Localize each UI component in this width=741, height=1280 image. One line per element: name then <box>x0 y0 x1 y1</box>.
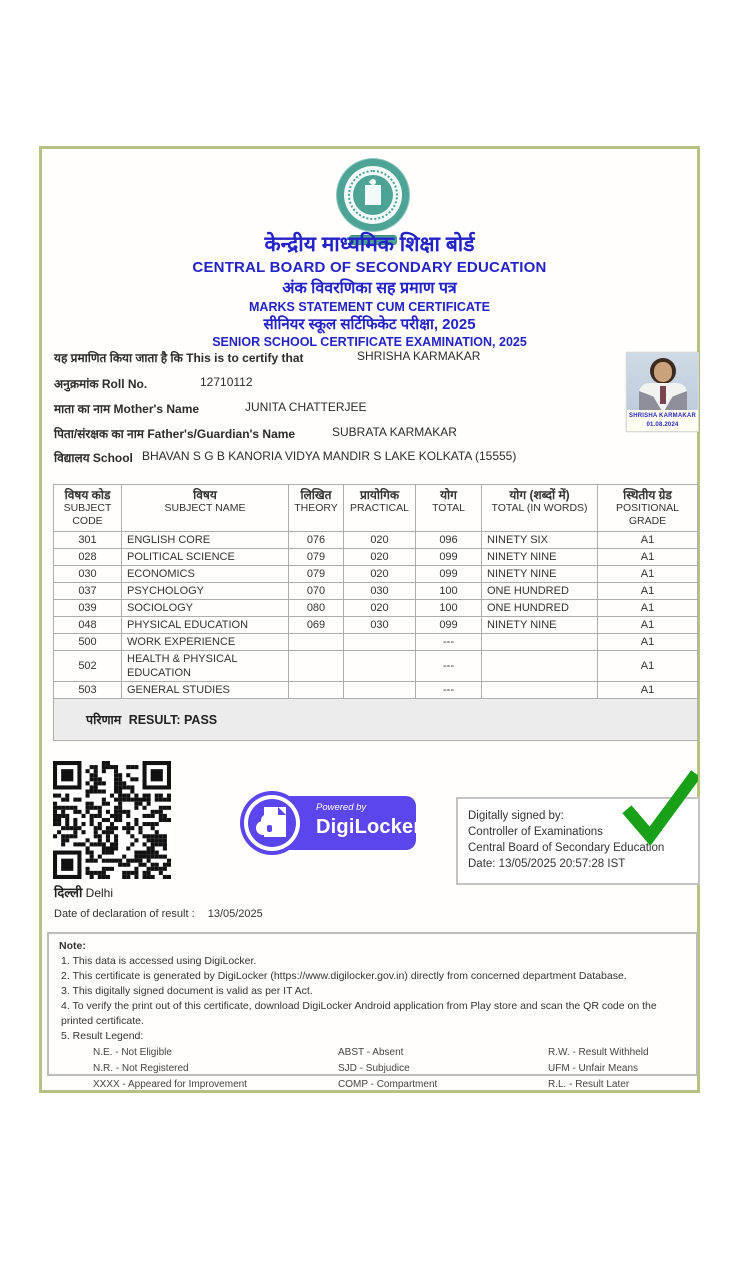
digital-signature-box <box>456 797 700 885</box>
cell-code: 030 <box>54 566 122 583</box>
cell-subject: SOCIOLOGY <box>122 600 289 617</box>
cell-total: --- <box>416 682 482 699</box>
cell-total: 100 <box>416 583 482 600</box>
legend-item: SJD - Subjudice <box>338 1063 410 1074</box>
verified-checkmark-icon <box>618 769 698 849</box>
cell-subject: HEALTH & PHYSICAL EDUCATION <box>122 651 289 682</box>
cell-theory <box>289 682 344 699</box>
cell-practical <box>344 651 416 682</box>
cell-theory: 076 <box>289 532 344 549</box>
place-line <box>54 883 113 901</box>
table-row <box>54 634 698 651</box>
cell-words: NINETY SIX <box>482 532 598 549</box>
note-item: 3. This digitally signed document is valid as per IT Act. <box>61 985 313 997</box>
cell-grade: A1 <box>598 634 698 651</box>
note-item: 1. This data is accessed using DigiLocker. <box>61 955 257 967</box>
cell-grade: A1 <box>598 532 698 549</box>
cell-total: 096 <box>416 532 482 549</box>
signer-title: Controller of Examinations <box>468 826 603 838</box>
mother-label-hindi: माता का नाम <box>54 402 111 416</box>
note-item: 5. Result Legend: <box>61 1030 144 1042</box>
cell-subject: GENERAL STUDIES <box>122 682 289 699</box>
cell-words: NINETY NINE <box>482 549 598 566</box>
student-photo <box>626 352 699 432</box>
cell-subject: POLITICAL SCIENCE <box>122 549 289 566</box>
student-photo-image <box>627 353 698 410</box>
note-title: Note: <box>59 940 86 952</box>
photo-caption <box>627 410 698 431</box>
certificate-header <box>42 233 697 351</box>
board-name-hindi: केन्द्रीय माध्यमिक शिक्षा बोर्ड <box>264 233 475 256</box>
table-row <box>54 600 698 617</box>
marks-table <box>53 484 698 741</box>
legend-item: ABST - Absent <box>338 1047 404 1058</box>
student-name: SHRISHA KARMAKAR <box>357 349 481 363</box>
signer-org: Central Board of Secondary Education <box>468 842 665 854</box>
cell-theory: 079 <box>289 566 344 583</box>
cell-total: --- <box>416 634 482 651</box>
signature-date: Date: 13/05/2025 20:57:28 IST <box>468 858 626 870</box>
cell-practical <box>344 682 416 699</box>
cell-words: NINETY NINE <box>482 617 598 634</box>
result-label-hindi: परिणाम <box>86 712 122 727</box>
col-practical: प्रायोगिक PRACTICAL <box>344 485 416 532</box>
cell-code: 048 <box>54 617 122 634</box>
note-item: 2. This certificate is generated by DigiLocker (https://www.digilocker.gov.in) directly from concerned department Database. <box>61 970 627 982</box>
place-english: Delhi <box>85 886 114 900</box>
certificate-body <box>39 146 700 1093</box>
roll-label-hindi: अनुक्रमांक <box>54 377 99 391</box>
table-row <box>54 651 698 682</box>
mother-label-english: Mother's Name <box>113 402 200 416</box>
cell-theory <box>289 634 344 651</box>
legend-item: N.R. - Not Registered <box>93 1063 189 1074</box>
legend-item: R.L. - Result Later <box>548 1079 630 1090</box>
doc-title-english: MARKS STATEMENT CUM CERTIFICATE <box>249 300 490 314</box>
cell-subject: ECONOMICS <box>122 566 289 583</box>
cell-grade: A1 <box>598 617 698 634</box>
certify-label-hindi: यह प्रमाणित किया जाता है कि <box>54 351 183 365</box>
place-hindi: दिल्ली <box>54 885 83 900</box>
result-label-english: RESULT: PASS <box>128 712 218 727</box>
cell-subject: PHYSICAL EDUCATION <box>122 617 289 634</box>
table-row <box>54 583 698 600</box>
legend-item: COMP - Compartment <box>338 1079 438 1090</box>
photo-caption-name: SHRISHA KARMAKAR <box>629 413 696 419</box>
mother-name: JUNITA CHATTERJEE <box>245 400 367 414</box>
cell-total: --- <box>416 651 482 682</box>
cell-code: 500 <box>54 634 122 651</box>
cell-total: 099 <box>416 549 482 566</box>
signed-by-label: Digitally signed by: <box>468 810 564 822</box>
table-row <box>54 617 698 634</box>
legend-item: UFM - Unfair Means <box>548 1063 639 1074</box>
cell-code: 502 <box>54 651 122 682</box>
col-subject-code: विषय कोड SUBJECT CODE <box>54 485 122 532</box>
col-theory: लिखित THEORY <box>289 485 344 532</box>
cell-subject: WORK EXPERIENCE <box>122 634 289 651</box>
cell-subject: ENGLISH CORE <box>122 532 289 549</box>
cell-practical: 020 <box>344 566 416 583</box>
cell-words <box>482 651 598 682</box>
cell-practical: 030 <box>344 617 416 634</box>
cell-words <box>482 682 598 699</box>
cell-words: NINETY NINE <box>482 566 598 583</box>
col-subject-name: विषय SUBJECT NAME <box>122 485 289 532</box>
exam-title-hindi: सीनियर स्कूल सर्टिफिकेट परीक्षा, 2025 <box>263 316 476 333</box>
certify-row <box>54 349 689 369</box>
legend-item: R.W. - Result Withheld <box>548 1047 649 1058</box>
cell-subject: PSYCHOLOGY <box>122 583 289 600</box>
col-total: योग TOTAL <box>416 485 482 532</box>
exam-title-english: SENIOR SCHOOL CERTIFICATE EXAMINATION, 2025 <box>212 335 527 349</box>
declaration-date: 13/05/2025 <box>207 908 263 920</box>
cell-total: 100 <box>416 600 482 617</box>
cell-practical: 020 <box>344 532 416 549</box>
table-row <box>54 566 698 583</box>
result-legend <box>93 1045 686 1093</box>
cell-code: 039 <box>54 600 122 617</box>
powered-by-label: Powered by <box>316 802 367 813</box>
board-name-english: CENTRAL BOARD OF SECONDARY EDUCATION <box>192 259 547 276</box>
result-text <box>54 699 698 741</box>
mother-row <box>54 400 689 420</box>
school-label-hindi: विद्यालय <box>54 451 90 465</box>
declaration-line <box>54 908 263 920</box>
cell-words: ONE HUNDRED <box>482 600 598 617</box>
cell-theory: 070 <box>289 583 344 600</box>
result-row <box>54 699 698 741</box>
school-label-english: School <box>92 451 133 465</box>
declaration-label: Date of declaration of result : <box>54 908 195 920</box>
father-label-english: Father's/Guardian's Name <box>147 427 296 441</box>
col-positional-grade: स्थितीय ग्रेड POSITIONAL GRADE <box>598 485 698 532</box>
school-row <box>54 449 689 469</box>
marks-table-header-row <box>54 485 698 532</box>
table-row <box>54 532 698 549</box>
cell-grade: A1 <box>598 600 698 617</box>
photo-caption-date: 01.08.2024 <box>646 422 679 428</box>
cell-grade: A1 <box>598 682 698 699</box>
roll-label-english: Roll No. <box>101 377 148 391</box>
table-row <box>54 682 698 699</box>
cell-code: 037 <box>54 583 122 600</box>
doc-title-hindi: अंक विवरणिका सह प्रमाण पत्र <box>282 280 457 297</box>
cell-words: ONE HUNDRED <box>482 583 598 600</box>
certify-label-english: This is to certify that <box>186 351 304 365</box>
father-row <box>54 425 689 445</box>
cell-theory <box>289 651 344 682</box>
cell-theory: 080 <box>289 600 344 617</box>
cell-grade: A1 <box>598 549 698 566</box>
col-total-words: योग (शब्दों में) TOTAL (IN WORDS) <box>482 485 598 532</box>
school-name: BHAVAN S G B KANORIA VIDYA MANDIR S LAKE KOLKATA (15555) <box>142 449 517 463</box>
father-label-hindi: पिता/संरक्षक का नाम <box>54 427 144 441</box>
cell-code: 503 <box>54 682 122 699</box>
cell-practical: 020 <box>344 549 416 566</box>
cell-practical <box>344 634 416 651</box>
cell-practical: 020 <box>344 600 416 617</box>
roll-number: 12710112 <box>200 375 253 389</box>
cell-theory: 079 <box>289 549 344 566</box>
note-box <box>47 932 698 1090</box>
legend-item: N.E. - Not Eligible <box>93 1047 172 1058</box>
cell-theory: 069 <box>289 617 344 634</box>
cell-grade: A1 <box>598 566 698 583</box>
cell-words <box>482 634 598 651</box>
digilocker-cloud-lock-icon <box>240 791 304 855</box>
cell-grade: A1 <box>598 583 698 600</box>
qr-code <box>53 761 171 879</box>
cell-total: 099 <box>416 617 482 634</box>
digilocker-brand-label: DigiLocker <box>316 816 422 838</box>
cell-total: 099 <box>416 566 482 583</box>
digilocker-badge <box>240 791 422 855</box>
note-item: 4. To verify the print out of this certificate, download DigiLocker Android application from Play store and scan the QR code on the printed certificate. <box>61 1000 657 1027</box>
cell-code: 301 <box>54 532 122 549</box>
cell-practical: 030 <box>344 583 416 600</box>
legend-item: XXXX - Appeared for Improvement <box>93 1079 247 1090</box>
father-name: SUBRATA KARMAKAR <box>332 425 457 439</box>
cell-code: 028 <box>54 549 122 566</box>
cbse-logo-emblem <box>337 159 409 231</box>
roll-row <box>54 375 689 395</box>
cell-grade: A1 <box>598 651 698 682</box>
table-row <box>54 549 698 566</box>
